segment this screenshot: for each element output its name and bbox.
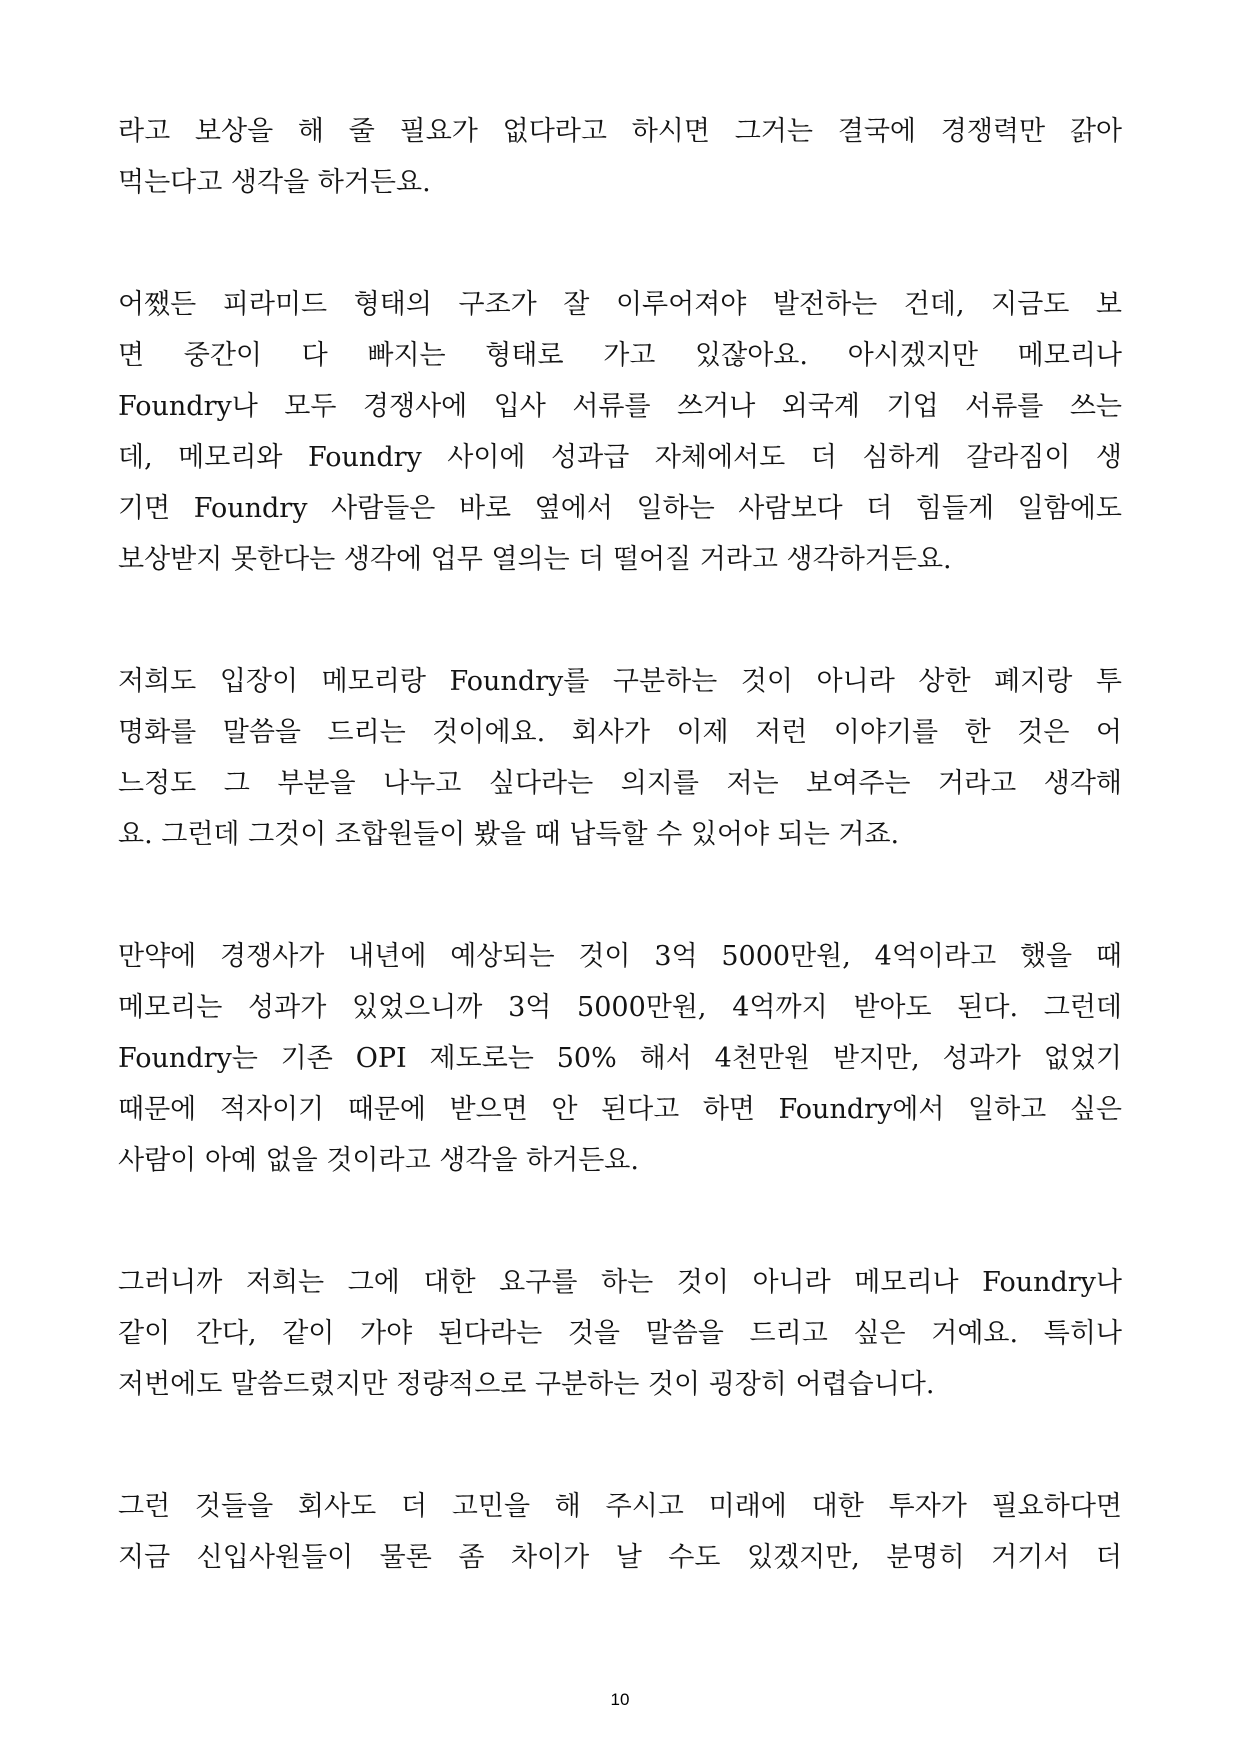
text-line: 보상받지 못한다는 생각에 업무 열의는 더 떨어질 거라고 생각하거든요. <box>118 544 952 575</box>
text-line: 메모리는 성과가 있었으니까 3억 5000만원, 4억까지 받아도 된다. 그런데 <box>118 992 1122 1023</box>
paragraph <box>118 106 1122 208</box>
text-line: 그런 것들을 회사도 더 고민을 해 주시고 미래에 대한 투자가 필요하다면 <box>118 1491 1122 1522</box>
paragraph <box>118 1481 1122 1583</box>
text-line: 느정도 그 부분을 나누고 싶다라는 의지를 저는 보여주는 거라고 생각해 <box>118 768 1122 799</box>
text-line: Foundry나 모두 경쟁사에 입사 서류를 쓰거나 외국계 기업 서류를 쓰는 <box>118 391 1122 422</box>
text-line: 어쨌든 피라미드 형태의 구조가 잘 이루어져야 발전하는 건데, 지금도 보 <box>118 289 1122 320</box>
paragraph <box>118 931 1122 1186</box>
paragraph <box>118 656 1122 860</box>
text-line: 지금 신입사원들이 물론 좀 차이가 날 수도 있겠지만, 분명히 거기서 더 <box>118 1542 1122 1573</box>
paragraph <box>118 279 1122 585</box>
text-line: 데, 메모리와 Foundry 사이에 성과급 자체에서도 더 심하게 갈라짐이 생 <box>118 442 1122 473</box>
text-line: 요. 그런데 그것이 조합원들이 봤을 때 납득할 수 있어야 되는 거죠. <box>118 819 900 850</box>
text-line: 명화를 말씀을 드리는 것이에요. 회사가 이제 저런 이야기를 한 것은 어 <box>118 717 1122 748</box>
text-line: 그러니까 저희는 그에 대한 요구를 하는 것이 아니라 메모리나 Foundry나 <box>118 1267 1122 1298</box>
text-line: Foundry는 기존 OPI 제도로는 50% 해서 4천만원 받지만, 성과가 없었기 <box>118 1043 1122 1074</box>
text-line: 만약에 경쟁사가 내년에 예상되는 것이 3억 5000만원, 4억이라고 했을 때 <box>118 941 1122 972</box>
text-line: 면 중간이 다 빠지는 형태로 가고 있잖아요. 아시겠지만 메모리나 <box>118 340 1122 371</box>
page-number: 10 <box>610 1690 630 1709</box>
text-line: 때문에 적자이기 때문에 받으면 안 된다고 하면 Foundry에서 일하고 싶은 <box>118 1094 1122 1125</box>
text-line: 기면 Foundry 사람들은 바로 옆에서 일하는 사람보다 더 힘들게 일함에도 <box>118 493 1122 524</box>
paragraph <box>118 1257 1122 1410</box>
document-body <box>118 106 1122 1654</box>
text-line: 라고 보상을 해 줄 필요가 없다라고 하시면 그거는 결국에 경쟁력만 갉아 <box>118 116 1122 147</box>
text-line: 먹는다고 생각을 하거든요. <box>118 167 431 198</box>
text-line: 같이 간다, 같이 가야 된다라는 것을 말씀을 드리고 싶은 거예요. 특히나 <box>118 1318 1122 1349</box>
text-line: 사람이 아예 없을 것이라고 생각을 하거든요. <box>118 1145 639 1176</box>
text-line: 저번에도 말씀드렸지만 정량적으로 구분하는 것이 굉장히 어렵습니다. <box>118 1369 935 1400</box>
text-line: 저희도 입장이 메모리랑 Foundry를 구분하는 것이 아니라 상한 폐지랑 투 <box>118 666 1122 697</box>
